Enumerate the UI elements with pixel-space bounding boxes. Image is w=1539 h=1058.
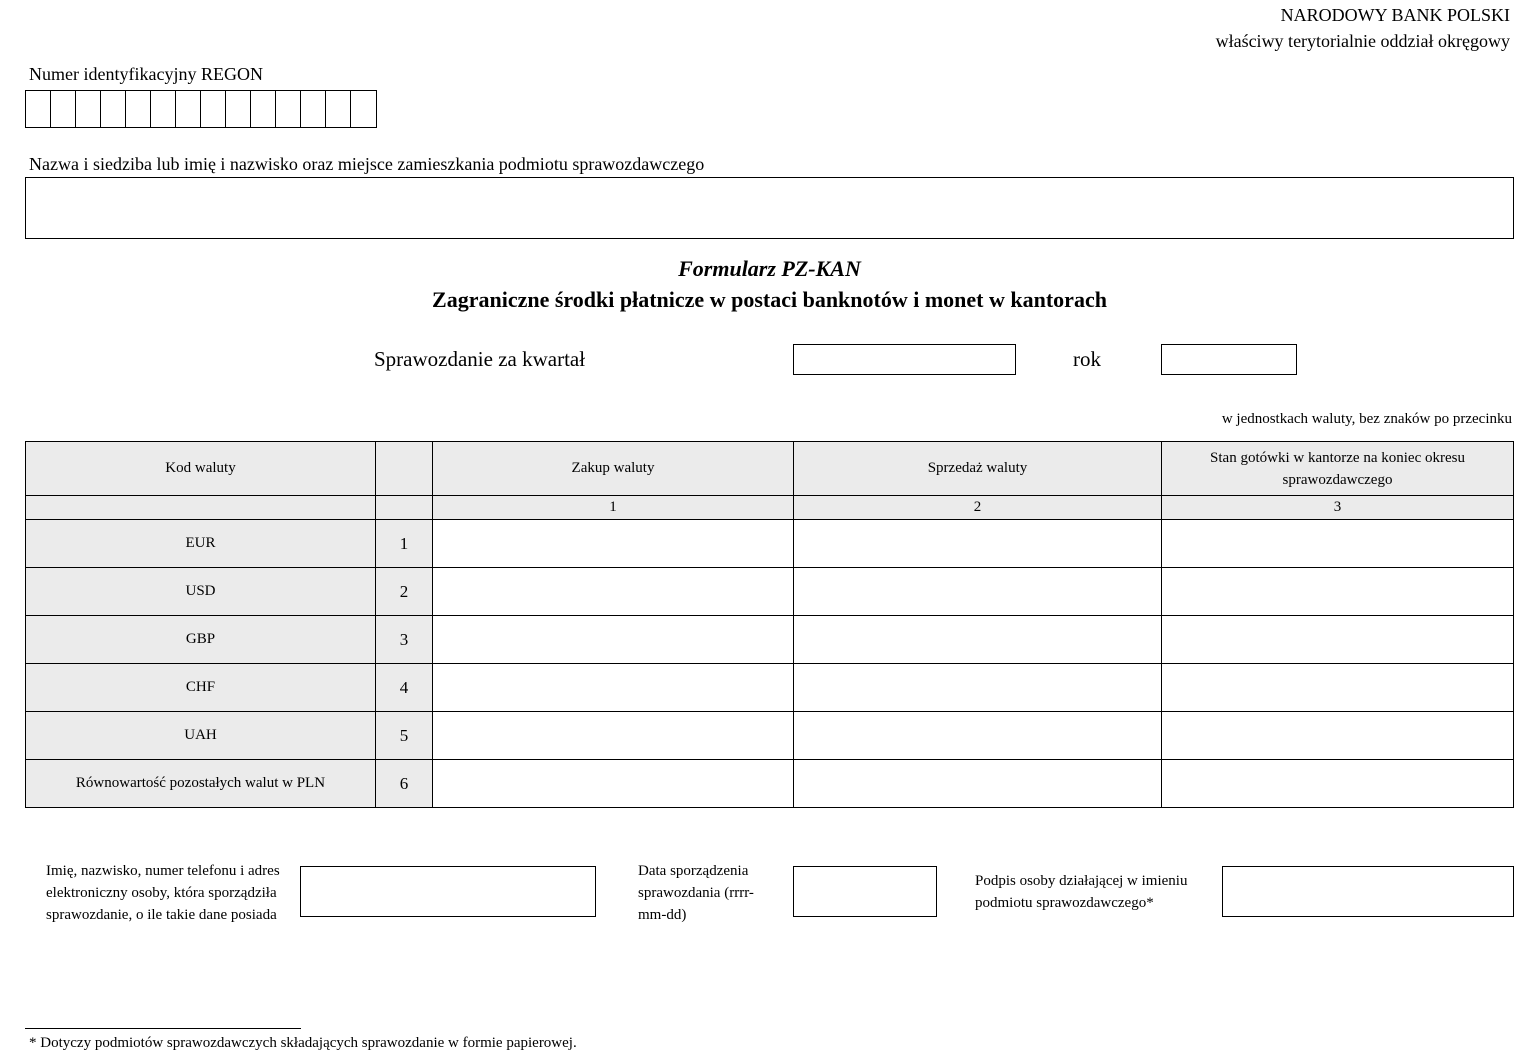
regon-label: Numer identyfikacyjny REGON xyxy=(29,64,263,84)
header-sale: Sprzedaż waluty xyxy=(794,442,1162,496)
regon-digit-cell[interactable] xyxy=(76,91,101,127)
regon-digit-cell[interactable] xyxy=(301,91,326,127)
cell-purchase[interactable] xyxy=(433,616,794,664)
footnote-rule xyxy=(25,1028,301,1029)
regon-digit-cell[interactable] xyxy=(276,91,301,127)
footnote: * Dotyczy podmiotów sprawozdawczych składających sprawozdanie w formie papierowej. xyxy=(29,1035,577,1051)
colnum-blank xyxy=(376,496,433,520)
regon-digit-cell[interactable] xyxy=(151,91,176,127)
preparer-field[interactable] xyxy=(300,866,596,917)
row-number: 3 xyxy=(376,616,433,664)
regon-digit-cell[interactable] xyxy=(326,91,351,127)
date-label: Data sporządzenia sprawozdania (rrrr-mm-dd) xyxy=(638,863,754,923)
table-row xyxy=(26,712,1514,760)
cell-stock[interactable] xyxy=(1162,616,1514,664)
signature-field[interactable] xyxy=(1222,866,1514,917)
quarter-label: Sprawozdanie za kwartał xyxy=(374,347,586,371)
table-row xyxy=(26,664,1514,712)
cell-purchase[interactable] xyxy=(433,520,794,568)
regon-digit-cell[interactable] xyxy=(176,91,201,127)
cell-stock[interactable] xyxy=(1162,664,1514,712)
colnum-1: 1 xyxy=(433,496,794,520)
row-number: 6 xyxy=(376,760,433,808)
form-subtitle: Zagraniczne środki płatnicze w postaci banknotów i monet w kantorach xyxy=(432,287,1107,312)
cell-stock[interactable] xyxy=(1162,712,1514,760)
row-currency-code: USD xyxy=(26,568,376,616)
colnum-blank xyxy=(26,496,376,520)
year-label: rok xyxy=(1073,347,1101,371)
quarter-field[interactable] xyxy=(793,344,1016,375)
cell-purchase[interactable] xyxy=(433,568,794,616)
entity-field[interactable] xyxy=(25,177,1514,239)
cell-sale[interactable] xyxy=(794,568,1162,616)
table-row xyxy=(26,568,1514,616)
report-table xyxy=(25,441,1514,808)
row-currency-code: GBP xyxy=(26,616,376,664)
date-field[interactable] xyxy=(793,866,937,917)
row-number: 2 xyxy=(376,568,433,616)
colnum-3: 3 xyxy=(1162,496,1514,520)
unit-note: w jednostkach waluty, bez znaków po przecinku xyxy=(1221,411,1512,427)
regon-digit-cell[interactable] xyxy=(226,91,251,127)
regon-digit-cell[interactable] xyxy=(201,91,226,127)
row-number: 4 xyxy=(376,664,433,712)
regon-digit-cell[interactable] xyxy=(351,91,376,127)
cell-sale[interactable] xyxy=(794,616,1162,664)
cell-purchase[interactable] xyxy=(433,664,794,712)
header-row-no xyxy=(376,442,433,496)
header-currency-code: Kod waluty xyxy=(26,442,376,496)
regon-digit-cell[interactable] xyxy=(251,91,276,127)
year-field[interactable] xyxy=(1161,344,1297,375)
header-block xyxy=(1216,2,1510,54)
cell-sale[interactable] xyxy=(794,664,1162,712)
regon-digit-cell[interactable] xyxy=(51,91,76,127)
cell-purchase[interactable] xyxy=(433,712,794,760)
cell-stock[interactable] xyxy=(1162,760,1514,808)
header-stock: Stan gotówki w kantorze na koniec okresu sprawozdawczego xyxy=(1162,442,1514,496)
cell-purchase[interactable] xyxy=(433,760,794,808)
table-row xyxy=(26,520,1514,568)
bank-name: NARODOWY BANK POLSKI xyxy=(1280,5,1510,25)
row-currency-code: CHF xyxy=(26,664,376,712)
row-currency-code: EUR xyxy=(26,520,376,568)
row-currency-code: UAH xyxy=(26,712,376,760)
cell-stock[interactable] xyxy=(1162,520,1514,568)
branch-name: właściwy terytorialnie oddział okręgowy xyxy=(1215,31,1510,51)
column-number-row xyxy=(26,496,1514,520)
table-header-row xyxy=(26,442,1514,496)
row-number: 5 xyxy=(376,712,433,760)
regon-digit-cell[interactable] xyxy=(126,91,151,127)
cell-stock[interactable] xyxy=(1162,568,1514,616)
row-currency-code: Równowartość pozostałych walut w PLN xyxy=(26,760,376,808)
cell-sale[interactable] xyxy=(794,712,1162,760)
entity-label: Nazwa i siedziba lub imię i nazwisko oraz miejsce zamieszkania podmiotu sprawozdawczego xyxy=(29,154,705,174)
regon-input[interactable] xyxy=(25,90,377,128)
table-row xyxy=(26,760,1514,808)
cell-sale[interactable] xyxy=(794,520,1162,568)
form-title: Formularz PZ-KAN xyxy=(678,256,861,281)
table-row xyxy=(26,616,1514,664)
regon-digit-cell[interactable] xyxy=(101,91,126,127)
row-number: 1 xyxy=(376,520,433,568)
colnum-2: 2 xyxy=(794,496,1162,520)
signature-label: Podpis osoby działającej w imieniu podmiotu sprawozdawczego* xyxy=(975,873,1188,911)
preparer-label: Imię, nazwisko, numer telefonu i adres elektroniczny osoby, która sporządziła sprawozdanie, o ile takie dane posiada xyxy=(46,863,280,923)
regon-digit-cell[interactable] xyxy=(26,91,51,127)
cell-sale[interactable] xyxy=(794,760,1162,808)
header-purchase: Zakup waluty xyxy=(433,442,794,496)
